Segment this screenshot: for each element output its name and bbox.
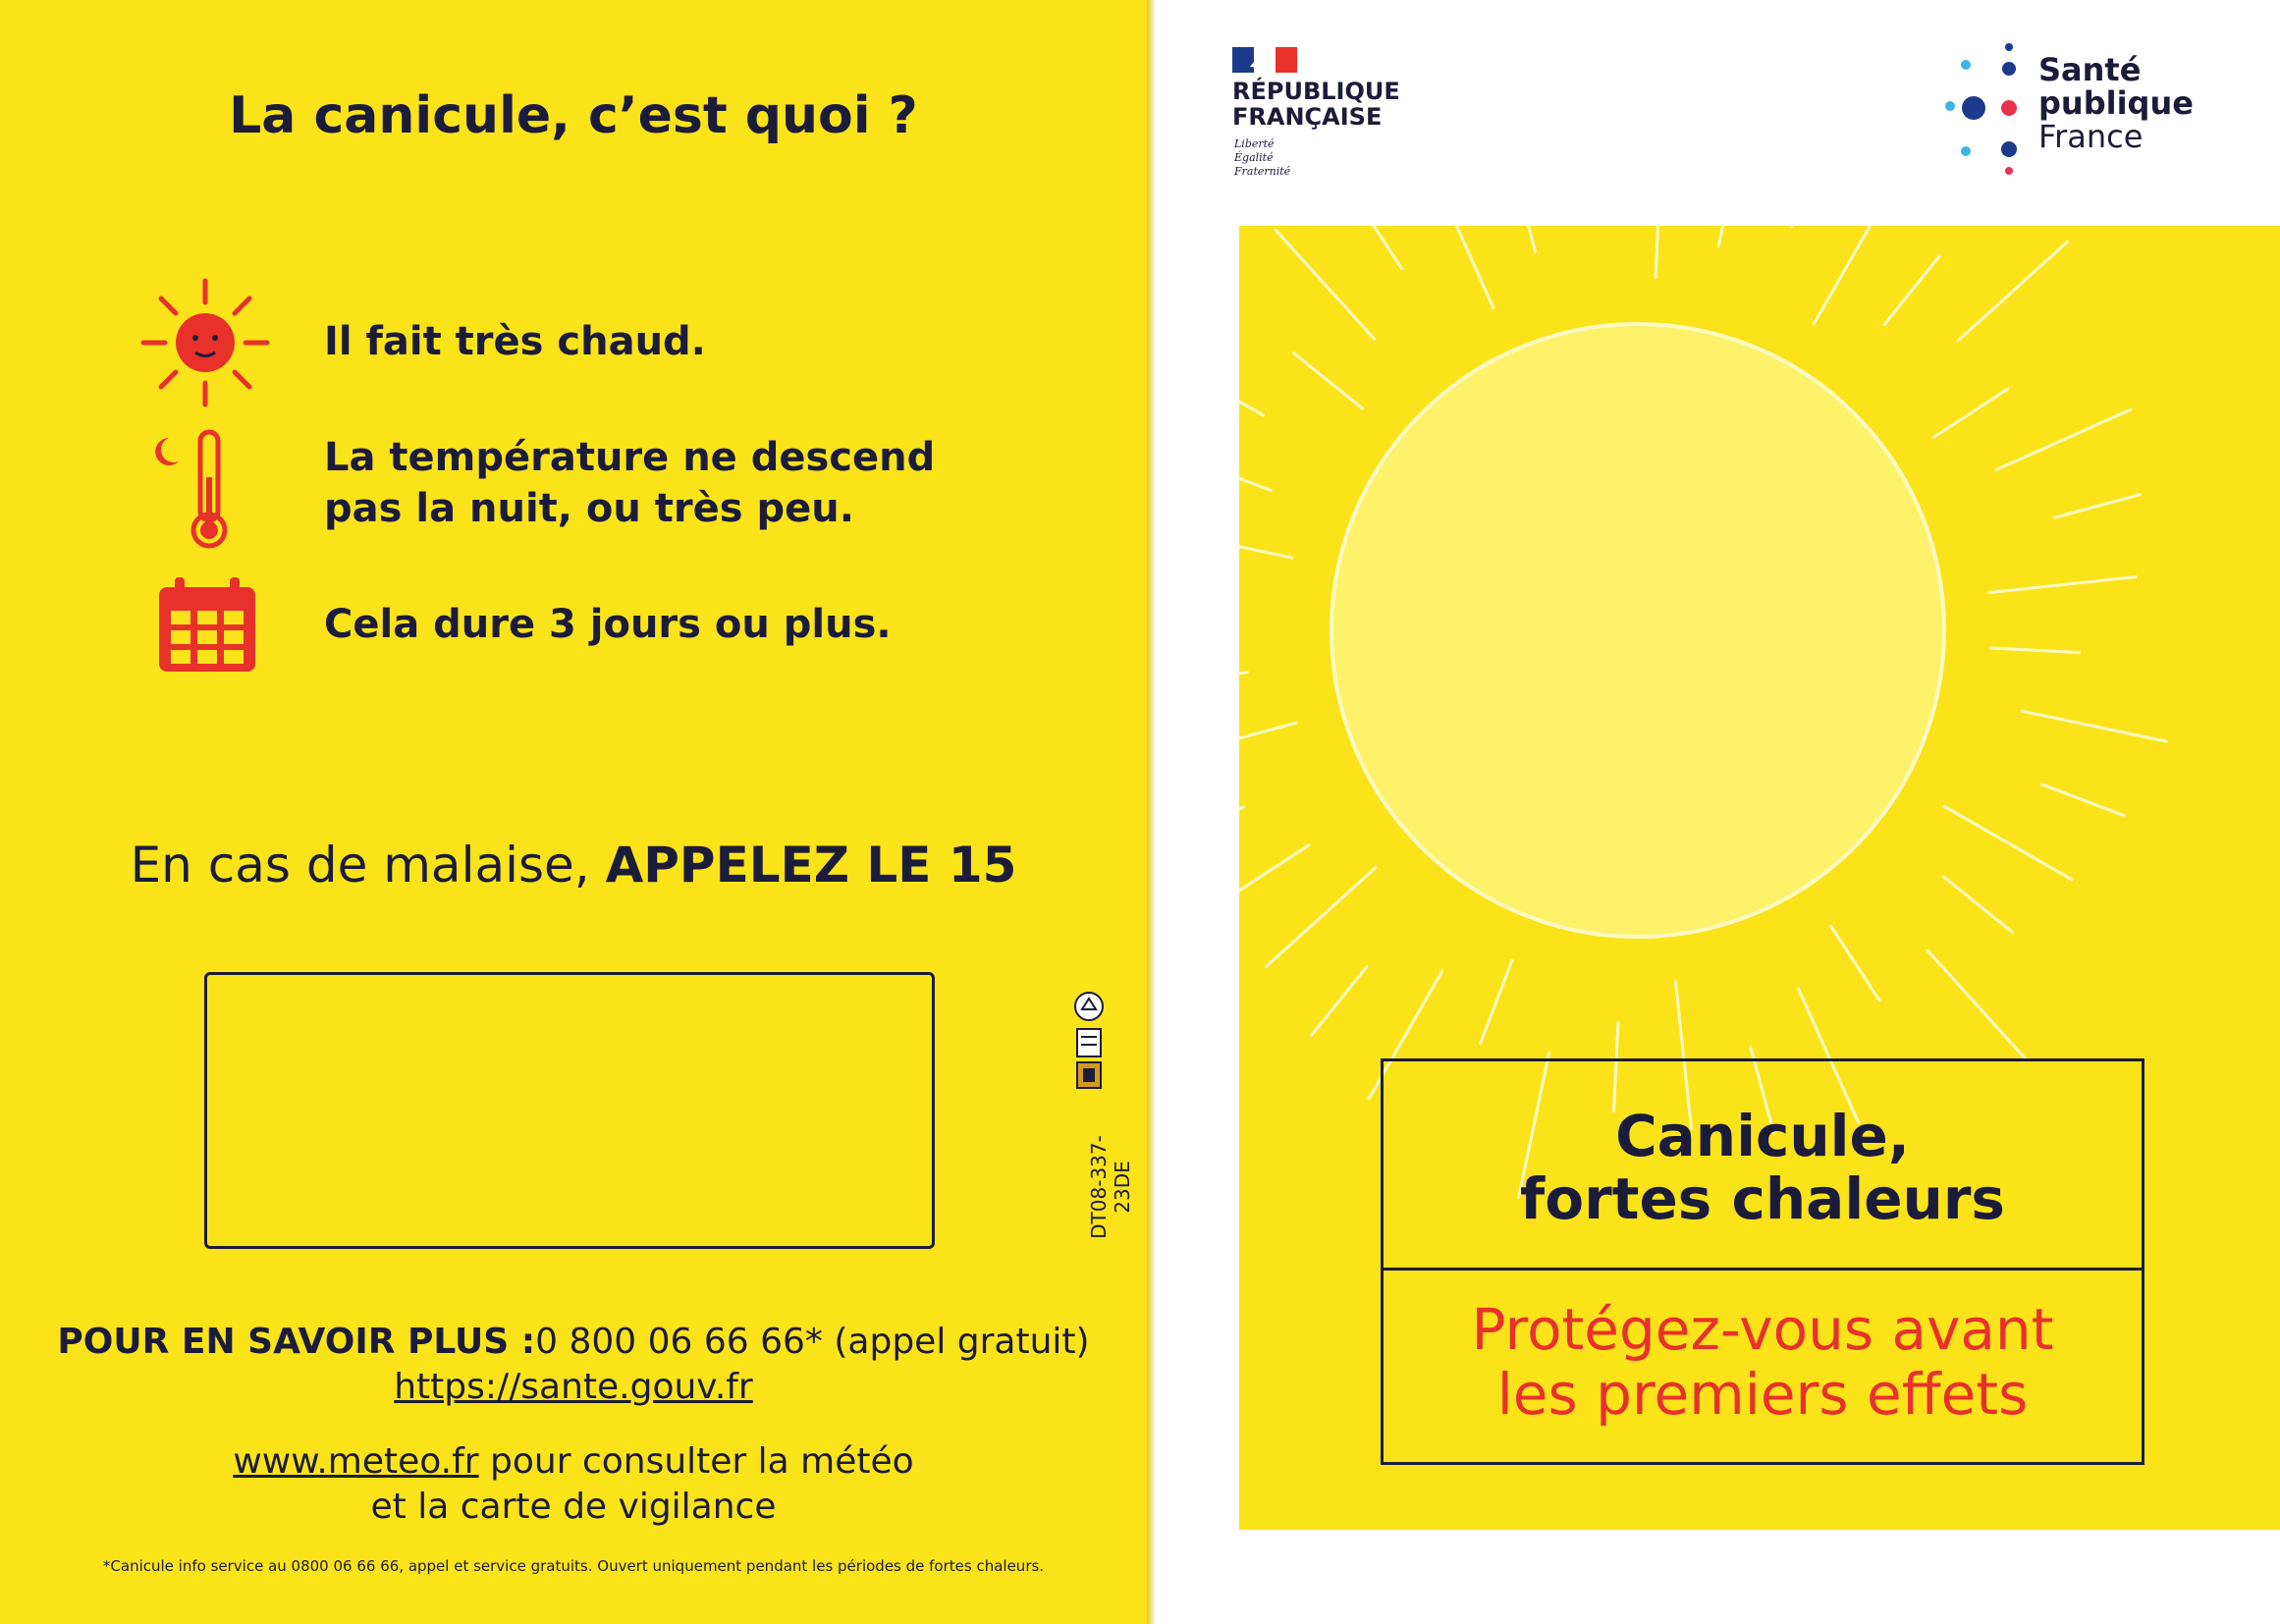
meteo-line2: et la carte de vigilance — [370, 1487, 777, 1527]
rf-motto-2: Égalité — [1234, 151, 1274, 164]
republique-francaise — [1232, 79, 1400, 130]
sun-ray — [1353, 226, 1401, 269]
sun-ray — [1239, 673, 1247, 688]
sun-ray — [1944, 806, 2072, 880]
page-title: La canicule, c’est quoi ? — [229, 86, 918, 145]
sun-ray — [1831, 926, 1879, 1000]
sun-ray — [1239, 527, 1292, 558]
malaise-line — [0, 837, 1147, 893]
sun-ray — [1943, 877, 2012, 932]
sun-ray — [1792, 226, 1823, 227]
page-fold — [1147, 0, 1155, 1624]
sun-ray — [1294, 353, 1363, 408]
subhead-line2: les premiers effets — [1496, 1361, 2029, 1428]
sante-gouv-link[interactable]: https://sante.gouv.fr — [394, 1367, 753, 1407]
sun-ray — [1239, 723, 1296, 745]
subhead-line1: Protégez-vous avant — [1471, 1296, 2054, 1363]
sun-ray — [2022, 711, 2166, 741]
info-label: POUR EN SAVOIR PLUS : — [57, 1322, 536, 1362]
meteo-line1-rest: pour consulter la météo — [478, 1441, 914, 1482]
sun-ray — [1276, 230, 1375, 339]
item-duration-text: Cela dure 3 jours ou plus. — [324, 602, 892, 647]
headline-divider — [1384, 1268, 2142, 1271]
item-temperature-line2: pas la nuit, ou très peu. — [324, 486, 854, 531]
sun-ray — [1311, 967, 1366, 1036]
info-phone: 0 800 06 66 66* (appel gratuit) — [535, 1322, 1090, 1362]
calendar-icon — [155, 573, 259, 676]
rf-line1: RÉPUBLIQUE — [1232, 78, 1400, 105]
headline-subtitle — [1384, 1297, 2142, 1427]
headline-box — [1381, 1058, 2144, 1465]
sante-publique-dots-icon — [1942, 39, 2033, 179]
item-temperature-text — [324, 432, 935, 534]
sun-ray — [1512, 226, 1535, 251]
sun-ray — [1239, 342, 1263, 415]
sun-ray — [1239, 459, 1271, 490]
sun-ray — [1718, 226, 1749, 246]
sun-ray — [1239, 807, 1243, 867]
meteo-block — [0, 1439, 1147, 1530]
sun-ray — [2055, 495, 2141, 517]
headline-line1: Canicule, — [1615, 1103, 1910, 1169]
reference-code: DT08-337-23DE — [1087, 1135, 1134, 1239]
headline-line2: fortes chaleurs — [1520, 1165, 2005, 1232]
info-line — [0, 1322, 1147, 1362]
sun-ray — [1239, 845, 1309, 893]
spf-line2: publique — [2038, 84, 2194, 122]
rf-line2: FRANÇAISE — [1232, 103, 1383, 131]
sun-ray — [1927, 950, 2027, 1059]
sun-ray — [1989, 576, 2136, 592]
sun-ray — [1481, 960, 1512, 1043]
sun-ray — [1814, 226, 1887, 324]
address-box — [204, 972, 935, 1249]
sun-ray — [1267, 868, 1376, 967]
sun-ray — [1996, 409, 2131, 469]
sun-ray — [1933, 389, 2007, 437]
sun-ray — [1884, 255, 1939, 324]
rf-motto — [1234, 137, 1290, 179]
sante-publique-france — [2038, 53, 2194, 153]
headline-title — [1384, 1105, 2142, 1230]
marianne-flag-icon — [1232, 47, 1297, 73]
spf-line3: France — [2038, 118, 2144, 155]
sun-ray — [2041, 785, 2124, 816]
item-temperature-line1: La température ne descend — [324, 435, 936, 480]
meteo-link[interactable]: www.meteo.fr — [233, 1441, 479, 1482]
rf-motto-1: Liberté — [1234, 137, 1275, 150]
spf-line1: Santé — [2038, 51, 2142, 88]
sun-ray — [1433, 226, 1493, 307]
moon-thermometer-icon — [149, 428, 238, 552]
sun-ray — [1656, 226, 1659, 277]
footnote: *Canicule info service au 0800 06 66 66, appel et service gratuits. Ouvert uniquement pendant les périodes de fortes chaleurs. — [102, 1557, 1045, 1575]
item-hot-text: Il fait très chaud. — [324, 319, 706, 364]
malaise-prefix: En cas de malaise, — [130, 837, 606, 893]
rf-motto-3: Fraternité — [1234, 165, 1291, 178]
sun-icon — [139, 277, 271, 408]
recycling-logos-icon — [1072, 990, 1106, 1092]
malaise-emphasis: APPELEZ LE 15 — [605, 837, 1017, 893]
sun-ray — [1958, 242, 2067, 341]
sun-ray — [1991, 648, 2080, 652]
